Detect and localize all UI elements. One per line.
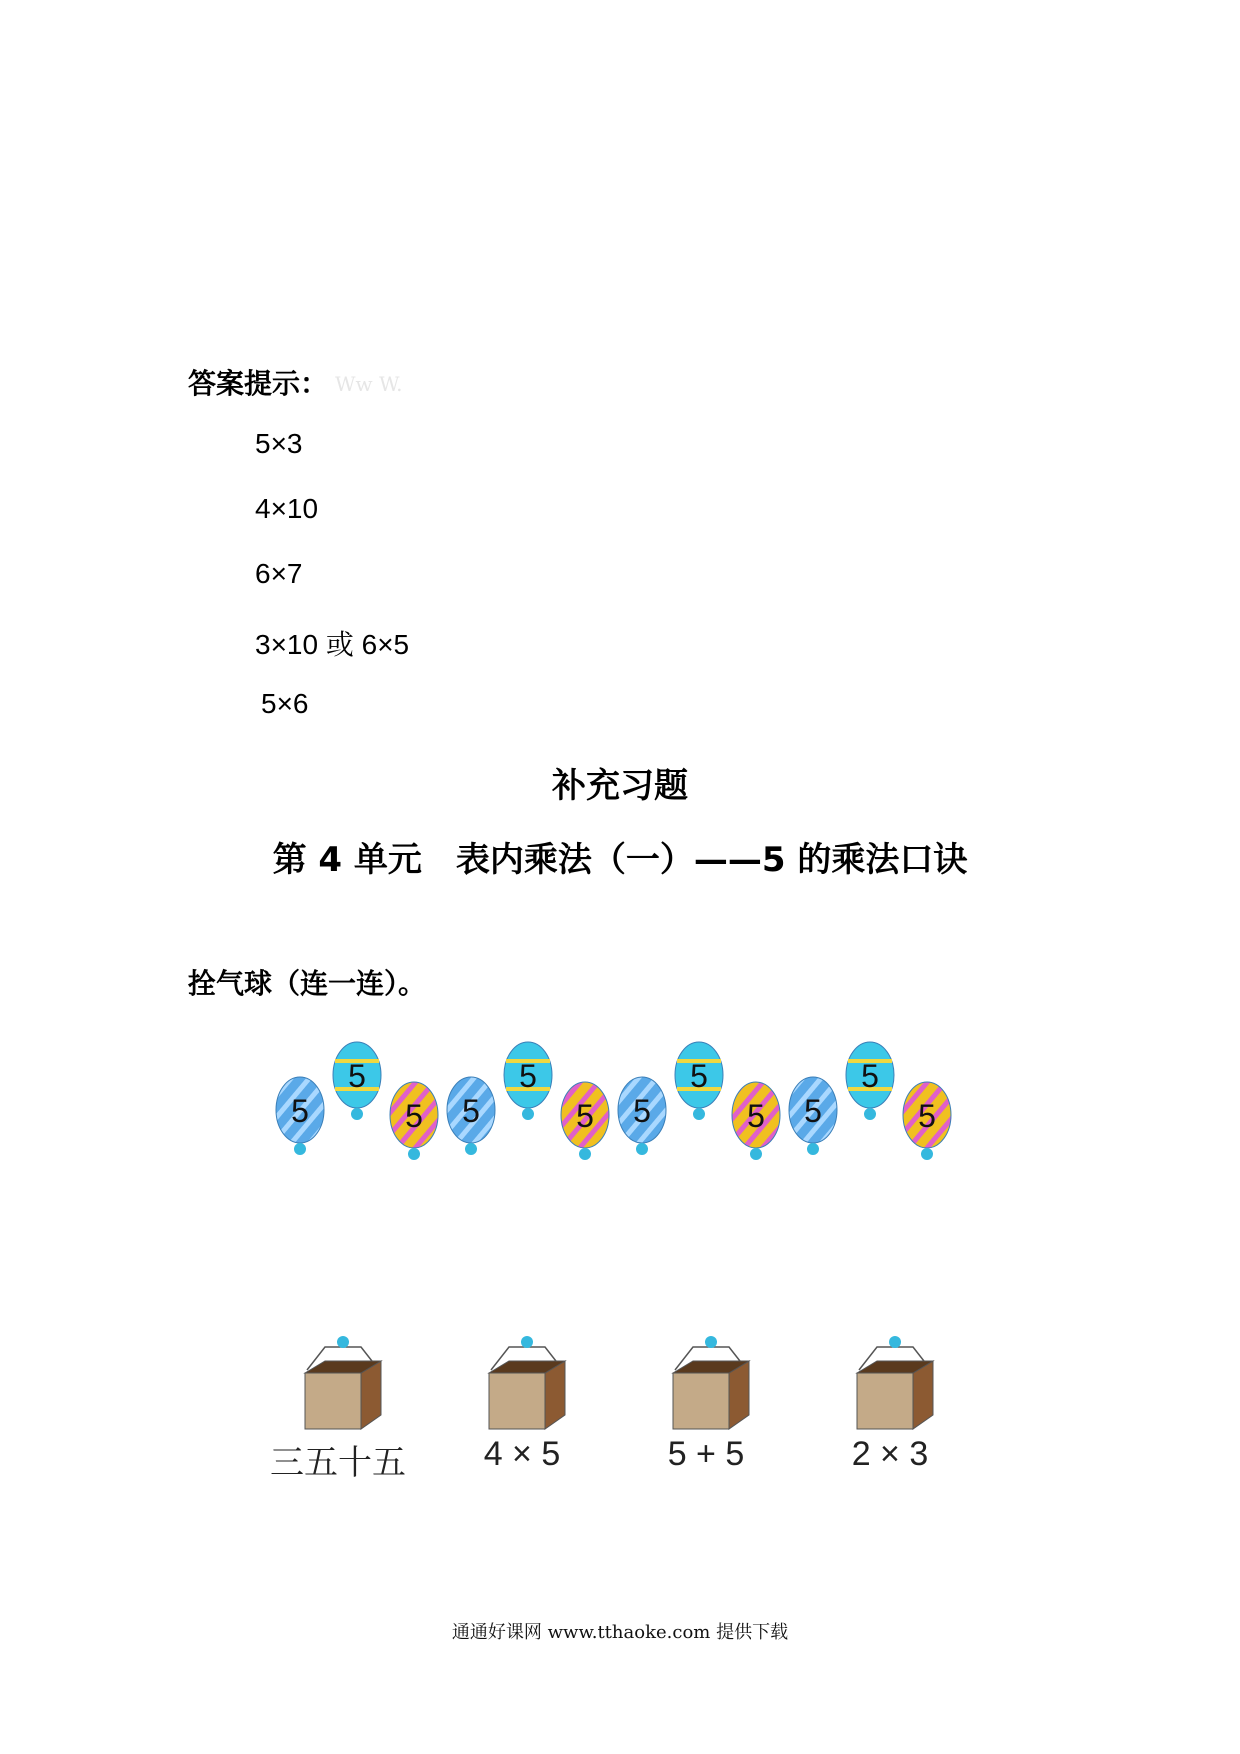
balloon-number: 5 <box>519 1058 537 1094</box>
balloon-number: 5 <box>576 1098 594 1134</box>
balloon-number: 5 <box>348 1058 366 1094</box>
answer-line-4: 3×10 或 6×5 <box>255 629 410 660</box>
balloon-8 <box>675 1042 723 1120</box>
basket-row <box>290 1325 970 1445</box>
basket-icon <box>857 1336 933 1429</box>
balloon-3 <box>390 1082 438 1160</box>
section-title: 补充习题 <box>552 766 688 806</box>
balloon-knot-icon <box>522 1108 534 1120</box>
balloon-number: 5 <box>747 1098 765 1134</box>
balloon-number: 5 <box>405 1098 423 1134</box>
balloon-7 <box>618 1077 666 1155</box>
balloon-knot-icon <box>636 1143 648 1155</box>
balloon-knot-icon <box>693 1108 705 1120</box>
balloon-knot-icon <box>465 1143 477 1155</box>
answer-line-1: 5×3 <box>255 428 303 459</box>
balloon-2 <box>333 1042 381 1120</box>
balloon-number: 5 <box>462 1093 480 1129</box>
exercise-instruction: 拴气球（连一连）。 <box>188 967 427 1000</box>
balloon-number: 5 <box>861 1058 879 1094</box>
watermark-text: Ww W. <box>335 372 403 396</box>
answer-line-3: 6×7 <box>255 558 303 589</box>
basket-label-3: 5 + 5 <box>667 1435 745 1473</box>
balloon-knot-icon <box>921 1148 933 1160</box>
balloon-knot-icon <box>807 1143 819 1155</box>
balloon-number: 5 <box>690 1058 708 1094</box>
balloon-5 <box>504 1042 552 1120</box>
balloon-12 <box>903 1082 951 1160</box>
basket-icon <box>489 1336 565 1429</box>
balloon-knot-icon <box>408 1148 420 1160</box>
balloon-11 <box>846 1042 894 1120</box>
balloon-4 <box>447 1077 495 1155</box>
balloon-knot-icon <box>579 1148 591 1160</box>
answer-line-5: 5×6 <box>261 688 309 719</box>
answer-hint-label: 答案提示： <box>188 367 329 400</box>
balloon-row <box>265 1040 985 1180</box>
balloon-knot-icon <box>864 1108 876 1120</box>
balloon-1 <box>276 1077 324 1155</box>
unit-title: 第 4 单元 表内乘法（一）——5 的乘法口诀 <box>272 840 968 880</box>
basket-icon <box>673 1336 749 1429</box>
basket-icon <box>305 1336 381 1429</box>
balloon-knot-icon <box>750 1148 762 1160</box>
balloon-knot-icon <box>351 1108 363 1120</box>
answer-line-2: 4×10 <box>255 493 319 524</box>
balloon-number: 5 <box>291 1093 309 1129</box>
basket-label-1: 三五十五 <box>270 1444 406 1482</box>
basket-label-4: 2 × 3 <box>851 1435 929 1473</box>
balloon-knot-icon <box>294 1143 306 1155</box>
basket-label-2: 4 × 5 <box>483 1435 561 1473</box>
balloon-number: 5 <box>633 1093 651 1129</box>
balloon-6 <box>561 1082 609 1160</box>
balloon-number: 5 <box>804 1093 822 1129</box>
footer-credit: 通通好课网 www.tthaoke.com 提供下载 <box>451 1622 789 1643</box>
balloon-9 <box>732 1082 780 1160</box>
balloon-number: 5 <box>918 1098 936 1134</box>
balloon-10 <box>789 1077 837 1155</box>
